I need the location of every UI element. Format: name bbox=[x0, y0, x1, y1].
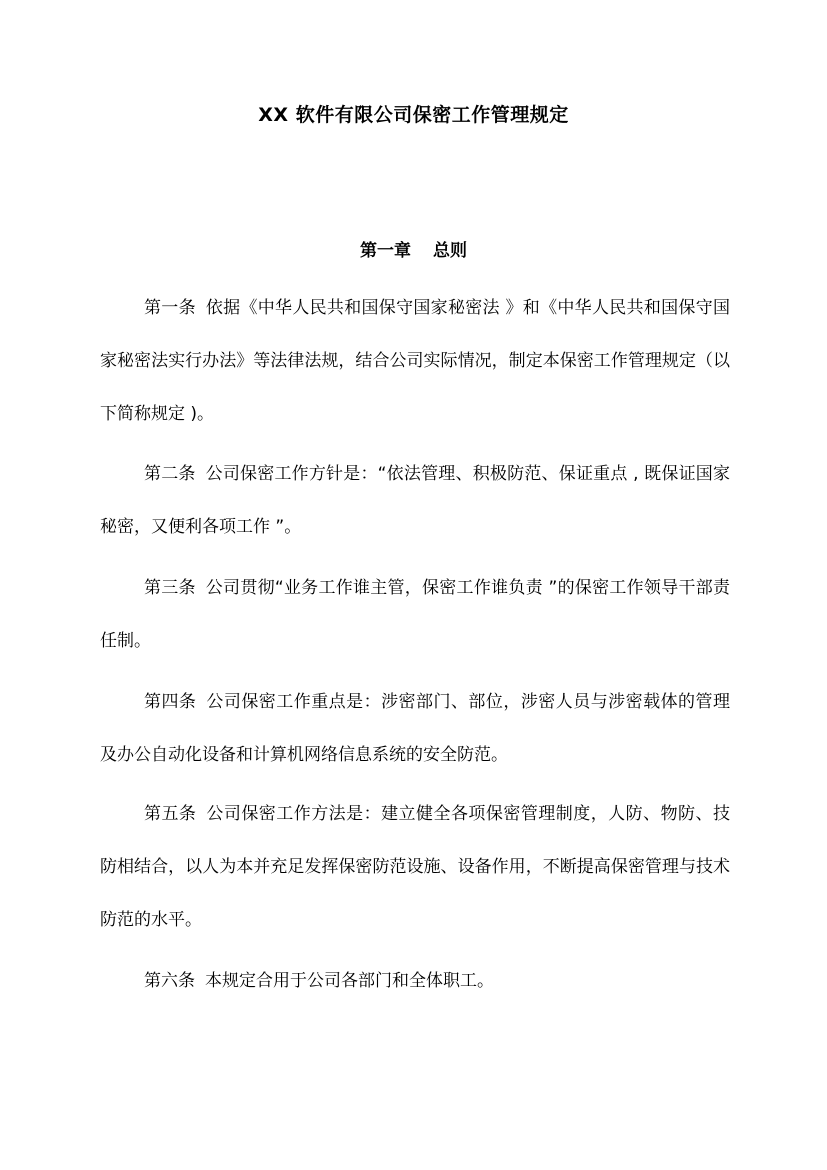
article-text: 公司贯彻“业务工作谁主管，保密工作谁负责 ”的保密工作领导干部责任制。 bbox=[100, 578, 730, 651]
article-text: 公司保密工作方针是：“依法管理、积极防范、保证重点 , 既保证国家秘密，又便利各项工作 ”。 bbox=[100, 464, 730, 537]
article-label: 第一条 bbox=[144, 298, 196, 318]
chapter-heading bbox=[0, 236, 827, 261]
article-3 bbox=[100, 562, 730, 668]
article-text: 依据《中华人民共和国保守国家秘密法 》和《中华人民共和国保守国家秘密法实行办法》等法律法规，结合公司实际情况，制定本保密工作管理规定（以下简称规定 )。 bbox=[100, 298, 730, 424]
article-text: 公司保密工作重点是：涉密部门、部位，涉密人员与涉密载体的管理及办公自动化设备和计算机网络信息系统的安全防范。 bbox=[100, 692, 730, 765]
article-text: 本规定合用于公司各部门和全体职工。 bbox=[205, 971, 494, 991]
article-label: 第六条 bbox=[144, 971, 195, 991]
article-5 bbox=[100, 788, 730, 947]
article-text: 公司保密工作方法是：建立健全各项保密管理制度，人防、物防、技防相结合，以人为本并充足发挥保密防范设施、设备作用，不断提高保密管理与技术防范的水平。 bbox=[100, 804, 730, 930]
chapter-name: 总则 bbox=[433, 241, 467, 261]
article-label: 第五条 bbox=[144, 804, 197, 824]
chapter-number: 第一章 bbox=[360, 241, 411, 261]
article-1 bbox=[100, 282, 730, 441]
article-label: 第二条 bbox=[144, 464, 196, 484]
article-4 bbox=[100, 676, 730, 782]
article-label: 第三条 bbox=[144, 578, 196, 598]
document-title: XX 软件有限公司保密工作管理规定 bbox=[258, 104, 569, 126]
article-2 bbox=[100, 448, 730, 554]
article-6 bbox=[100, 955, 730, 1008]
article-label: 第四条 bbox=[144, 692, 197, 712]
